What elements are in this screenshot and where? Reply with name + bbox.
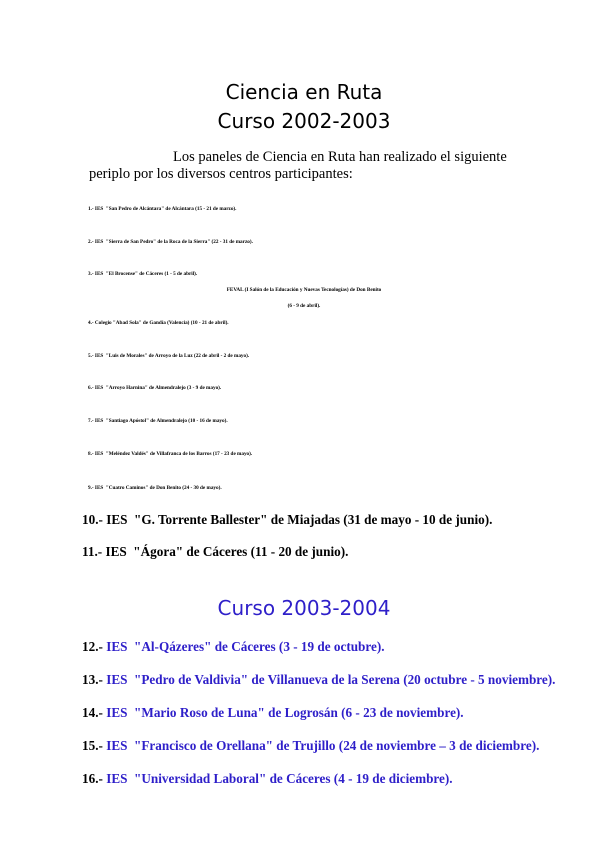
- document-title: Ciencia en Ruta: [225, 80, 383, 104]
- list-item: 1.- IES "San Pedro de Alcántara" de Alcántara (15 - 21 de marzo).: [88, 206, 237, 212]
- list-item: 9.- IES "Cuatro Caminos" de Don Benito (24 - 30 de mayo).: [88, 485, 222, 491]
- list-item: 13.- IES "Pedro de Valdivia" de Villanueva de la Serena (20 octubre - 5 noviembre).: [82, 672, 556, 687]
- intro-line-2: periplo por los diversos centros participantes:: [89, 166, 353, 182]
- list-item: 7.- IES "Santiago Apóstol" de Almendralejo (10 - 16 de mayo).: [88, 418, 228, 424]
- list-item: 10.- IES "G. Torrente Ballester" de Miajadas (31 de mayo - 10 de junio).: [82, 512, 493, 527]
- list-item: 14.- IES "Mario Roso de Luna" de Logrosán (6 - 23 de noviembre).: [82, 705, 464, 720]
- list-item: 15.- IES "Francisco de Orellana" de Trujillo (24 de noviembre – 3 de diciembre).: [82, 738, 540, 753]
- list-item: 16.- IES "Universidad Laboral" de Cáceres (4 - 19 de diciembre).: [82, 771, 453, 786]
- list-item: 6.- IES "Arroyo Harnina" de Almendralejo (3 - 9 de mayo).: [88, 385, 222, 391]
- list-item: 12.- IES "Al-Qázeres" de Cáceres (3 - 19 de octubre).: [82, 639, 385, 654]
- list-item: 2.- IES "Sierra de San Pedro" de la Roca de la Sierra" (22 - 31 de marzo).: [88, 239, 253, 245]
- list-item: 5.- IES "Luis de Morales" de Arroyo de la Luz (22 de abril - 2 de mayo).: [88, 353, 250, 359]
- feval-line-2: (6 - 9 de abril).: [287, 303, 321, 309]
- list-item: 3.- IES "El Brocense" de Cáceres (1 - 5 de abril).: [88, 271, 198, 277]
- section1-heading: Curso 2002-2003: [217, 109, 391, 133]
- list-item: 11.- IES "Ágora" de Cáceres (11 - 20 de junio).: [82, 544, 349, 559]
- list-item: 8.- IES "Meléndez Valdés" de Villafranca de los Barros (17 - 23 de mayo).: [88, 451, 253, 457]
- feval-line-1: FEVAL (I Salón de la Educación y Nuevas Tecnologías) de Don Benito: [226, 287, 382, 293]
- intro-line-1: Los paneles de Ciencia en Ruta han realizado el siguiente: [173, 149, 507, 165]
- list-item: 4.- Colegio "Abad Sola" de Gandía (Valencia) (10 - 21 de abril).: [88, 320, 229, 326]
- intro-paragraph: [89, 149, 549, 183]
- section2-heading: Curso 2003-2004: [217, 596, 391, 620]
